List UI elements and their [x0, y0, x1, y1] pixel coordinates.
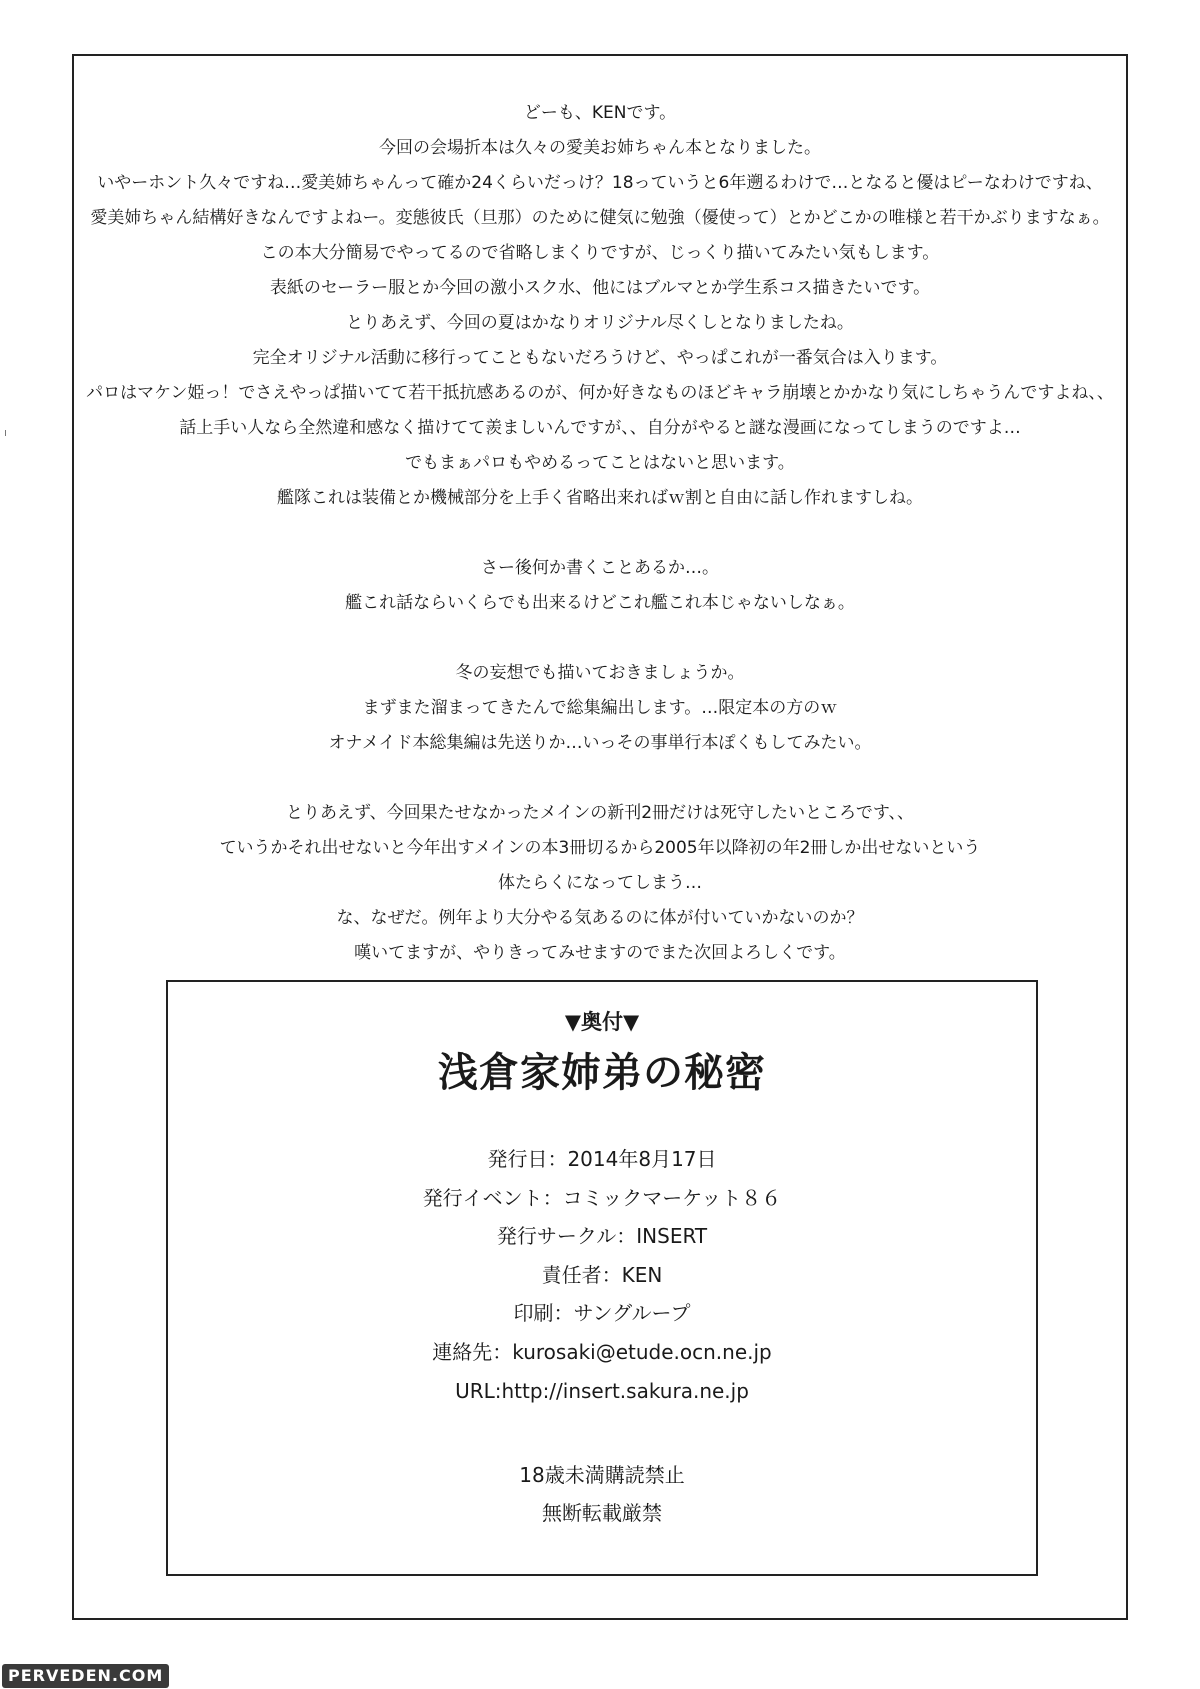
- afterword-line: 完全オリジナル活動に移行ってこともないだろうけど、やっぱこれが一番気合は入ります。: [252, 348, 948, 368]
- afterword-line: まずまた溜まってきたんで総集編出します。…限定本の方のｗ: [362, 698, 838, 718]
- afterword-line: とりあえず、今回の夏はかなりオリジナル尽くしとなりましたね。: [346, 313, 854, 333]
- afterword-line: な、なぜだ。例年より大分やる気あるのに体が付いていかないのか？: [336, 908, 864, 928]
- paragraph-gap: [74, 621, 1126, 656]
- afterword-line: 話上手い人なら全然違和感なく描けてて羨ましいんですが、、自分がやると謎な漫画になってしまうのですよ…: [179, 418, 1021, 438]
- afterword-line: さー後何か書くことあるか…。: [481, 558, 719, 578]
- afterword-line: パロはマケン姫っ！でさえやっぱ描いてて若干抵抗感あるのが、何か好きなものほどキャラ崩壊とかかなり気にしちゃうんですよね、、: [86, 383, 1114, 403]
- afterword-line: 愛美姉ちゃん結構好きなんですよねー。変態彼氏（旦那）のために健気に勉強（優使って）とかどこかの唯様と若干かぶりますなぁ。: [90, 208, 1110, 228]
- afterword-line: オナメイド本総集編は先送りか…いっその事単行本ぽくもしてみたい。: [328, 733, 872, 753]
- responsible-person: 責任者：KEN: [541, 1262, 663, 1287]
- publication-date: 発行日：2014年8月17日: [487, 1147, 717, 1171]
- age-restriction-notice: 18歳未満購読禁止: [519, 1463, 685, 1487]
- no-reprint-notice: 無断転載厳禁: [542, 1501, 662, 1525]
- afterword-line: ていうかそれ出せないと今年出すメインの本3冊切るから2005年以降初の年2冊しか出せないという: [219, 838, 981, 858]
- website-url: URL:http://insert.sakura.ne.jp: [455, 1378, 749, 1403]
- site-watermark: PERVEDEN.COM: [2, 1664, 169, 1688]
- afterword-line: 表紙のセーラー服とか今回の激小スク水、他にはブルマとか学生系コス描きたいです。: [269, 278, 931, 298]
- page-frame: [72, 54, 1128, 1620]
- afterword-line: 今回の会場折本は久々の愛美お姉ちゃん本となりました。: [379, 138, 821, 158]
- afterword-line: この本大分簡易でやってるので省略しまくりですが、じっくり描いてみたい気もします。: [260, 243, 940, 263]
- colophon-heading: ▼奥付▼: [564, 1010, 640, 1034]
- afterword-line: 艦これ話ならいくらでも出来るけどこれ艦これ本じゃないしなぁ。: [345, 593, 855, 613]
- afterword-line: 艦隊これは装備とか機械部分を上手く省略出来ればｗ割と自由に話し作れますしね。: [277, 488, 923, 508]
- afterword-text: [74, 96, 1126, 971]
- colophon-box: [166, 980, 1038, 1576]
- scan-mark: [5, 430, 6, 436]
- afterword-line: 体たらくになってしまう…: [498, 873, 702, 893]
- paragraph-gap: [74, 516, 1126, 551]
- printer: 印刷：サングループ: [513, 1301, 691, 1326]
- publishing-circle: 発行サークル：INSERT: [496, 1224, 708, 1249]
- contact-email: 連絡先：kurosaki@etude.ocn.ne.jp: [432, 1339, 772, 1364]
- afterword-line: いやーホント久々ですね…愛美姉ちゃんって確か24くらいだっけ？18っていうと6年遡るわけで…となると優はピーなわけですね、: [97, 173, 1103, 193]
- afterword-line: 嘆いてますが、やりきってみせますのでまた次回よろしくです。: [354, 943, 846, 963]
- afterword-line: とりあえず、今回果たせなかったメインの新刊2冊だけは死守したいところです、、: [285, 803, 915, 823]
- afterword-line: でもまぁパロもやめるってことはないと思います。: [405, 453, 795, 473]
- afterword-line: どーも、KENです。: [523, 103, 677, 123]
- colophon-details: [168, 1140, 1036, 1410]
- paragraph-gap: [74, 761, 1126, 796]
- publication-event: 発行イベント：コミックマーケット８６: [422, 1185, 782, 1210]
- afterword-line: 冬の妄想でも描いておきましょうか。: [455, 663, 745, 683]
- book-title: 浅倉家姉弟の秘密: [438, 1050, 766, 1096]
- colophon-notices: [168, 1456, 1036, 1532]
